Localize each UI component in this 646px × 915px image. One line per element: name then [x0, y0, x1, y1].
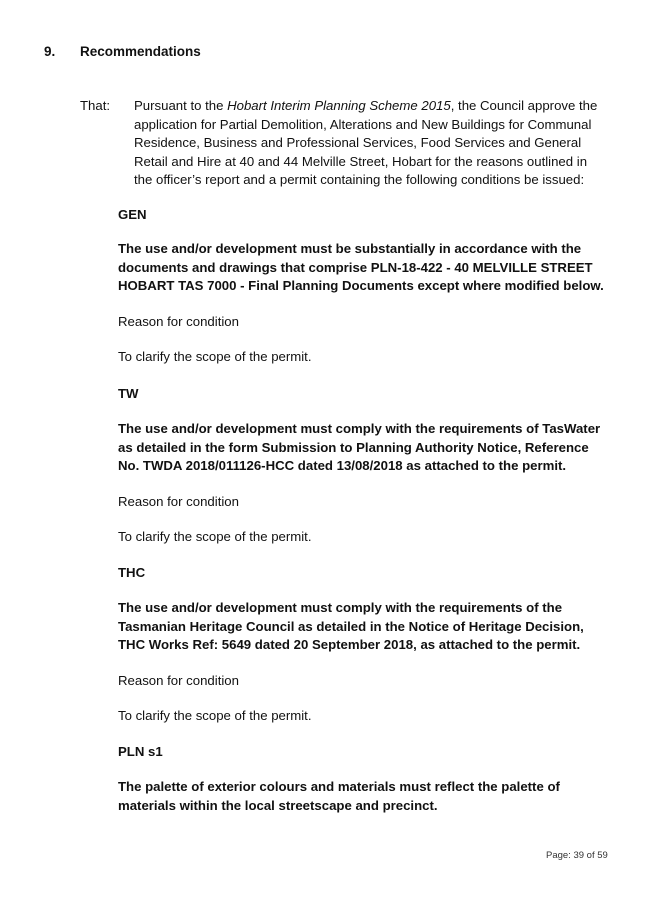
- reason-label-tw: Reason for condition: [118, 494, 239, 509]
- condition-code-pln-s1: PLN s1: [118, 744, 163, 759]
- section-number: 9.: [44, 44, 56, 59]
- intro-paragraph: [134, 97, 604, 190]
- reason-tw: To clarify the scope of the permit.: [118, 529, 312, 544]
- page-number: Page: 39 of 59: [546, 850, 608, 861]
- condition-text-thc: The use and/or development must comply with the requirements of the Tasmanian Heritage Council as detailed in the Notice of Heritage Decision, THC Works Ref: 5649 dated 20 September 2018, as attached to the permit.: [118, 600, 584, 652]
- intro-rest: , the Council approve the application for Partial Demolition, Alterations and New Buildings for Communal Residence, Business and Professional Services, Food Services and General Retail and Hire at 40 and 44 Melville Street, Hobart for the reasons outlined in the officer’s report and a permit containing the following conditions be issued:: [134, 98, 598, 187]
- condition-code-gen: GEN: [118, 207, 147, 222]
- scheme-name: Hobart Interim Planning Scheme 2015: [227, 98, 451, 113]
- condition-text-pln-s1: The palette of exterior colours and materials must reflect the palette of materials within the local streetscape and precinct.: [118, 779, 560, 813]
- reason-gen: To clarify the scope of the permit.: [118, 349, 312, 364]
- that-label: That:: [80, 98, 111, 113]
- intro-lead: Pursuant to the: [134, 98, 228, 113]
- condition-code-thc: THC: [118, 565, 146, 580]
- condition-text-tw: The use and/or development must comply with the requirements of TasWater as detailed in the form Submission to Planning Authority Notice, Reference No. TWDA 2018/011126-HCC dated 13/08/2018 as attached to the permit.: [118, 421, 601, 473]
- section-title: Recommendations: [80, 44, 201, 59]
- reason-thc: To clarify the scope of the permit.: [118, 708, 312, 723]
- condition-text-gen: The use and/or development must be substantially in accordance with the documents and drawings that comprise PLN-18-422 - 40 MELVILLE STREET HOBART TAS 7000 - Final Planning Documents except where modified below.: [118, 241, 604, 293]
- reason-label-thc: Reason for condition: [118, 673, 239, 688]
- reason-label-gen: Reason for condition: [118, 314, 239, 329]
- condition-code-tw: TW: [118, 386, 139, 401]
